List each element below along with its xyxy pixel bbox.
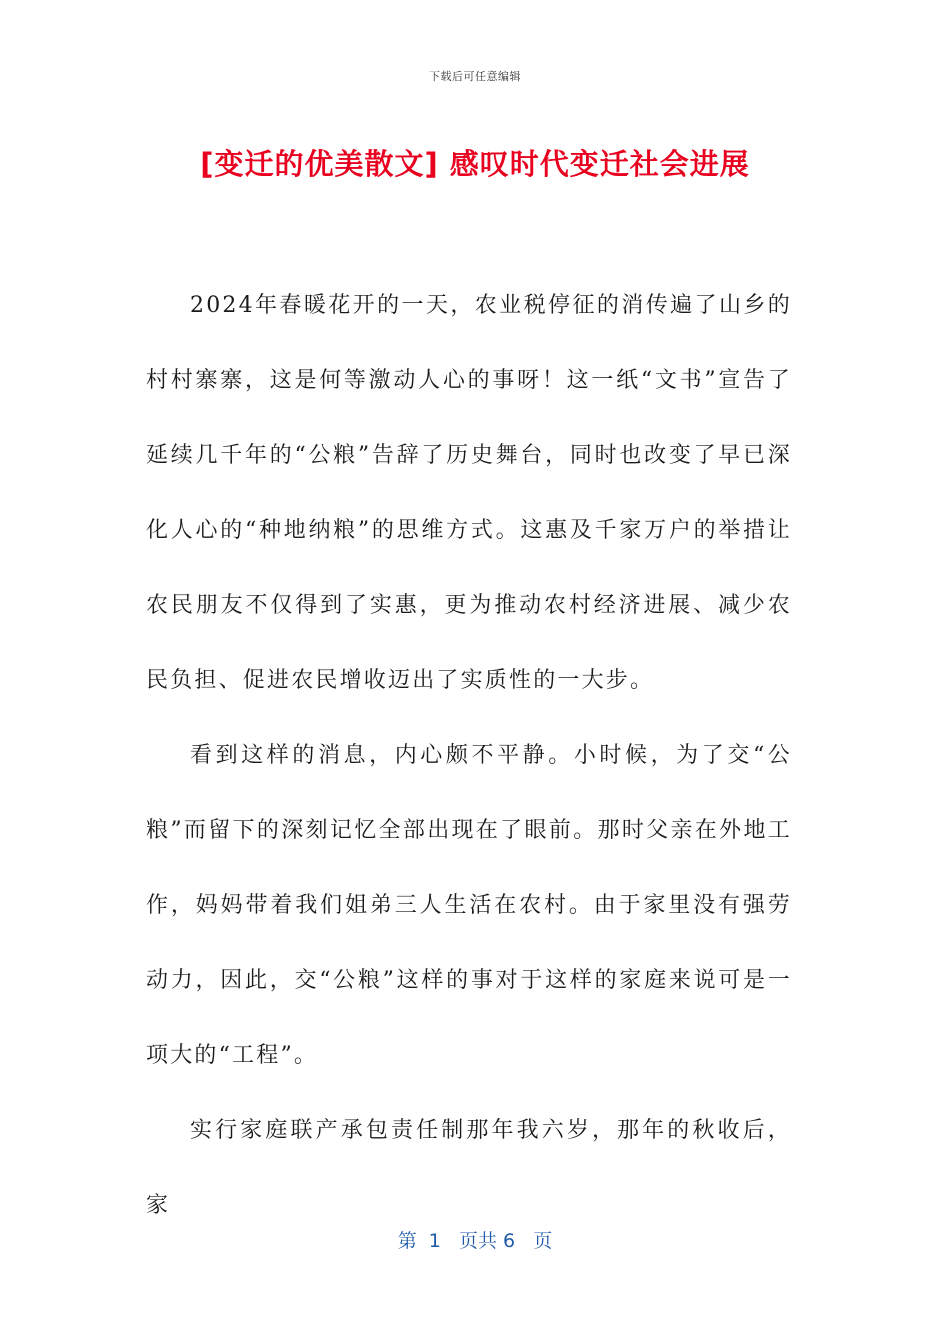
- paragraph-2: 看到这样的消息，内心颇不平静。小时候，为了交“公粮”而留下的深刻记忆全部出现在了眼前。那时父亲在外地工作，妈妈带着我们姐弟三人生活在农村。由于家里没有强劳动力，因此，交“公粮”这样的事对于这样的家庭来说可是一项大的“工程”。: [146, 743, 792, 1068]
- document-body: [146, 268, 792, 1243]
- document-title: [变迁的优美散文] 感叹时代变迁社会进展: [200, 147, 750, 181]
- header-note: 下载后可任意编辑: [429, 70, 521, 83]
- paragraph-3: 实行家庭联产承包责任制那年我六岁，那年的秋收后，家: [146, 1118, 792, 1218]
- paragraph-1: 2024年春暖花开的一天，农业税停征的消传遍了山乡的村村寨寨，这是何等激动人心的事呀！这一纸“文书”宣告了延续几千年的“公粮”告辞了历史舞台，同时也改变了早已深化人心的“种地纳粮”的思维方式。这惠及千家万户的举措让农民朋友不仅得到了实惠，更为推动农村经济进展、减少农民负担、促进农民增收迈出了实质性的一大步。: [146, 293, 792, 693]
- page-number-footer: 第 1 页共 6 页: [397, 1230, 553, 1252]
